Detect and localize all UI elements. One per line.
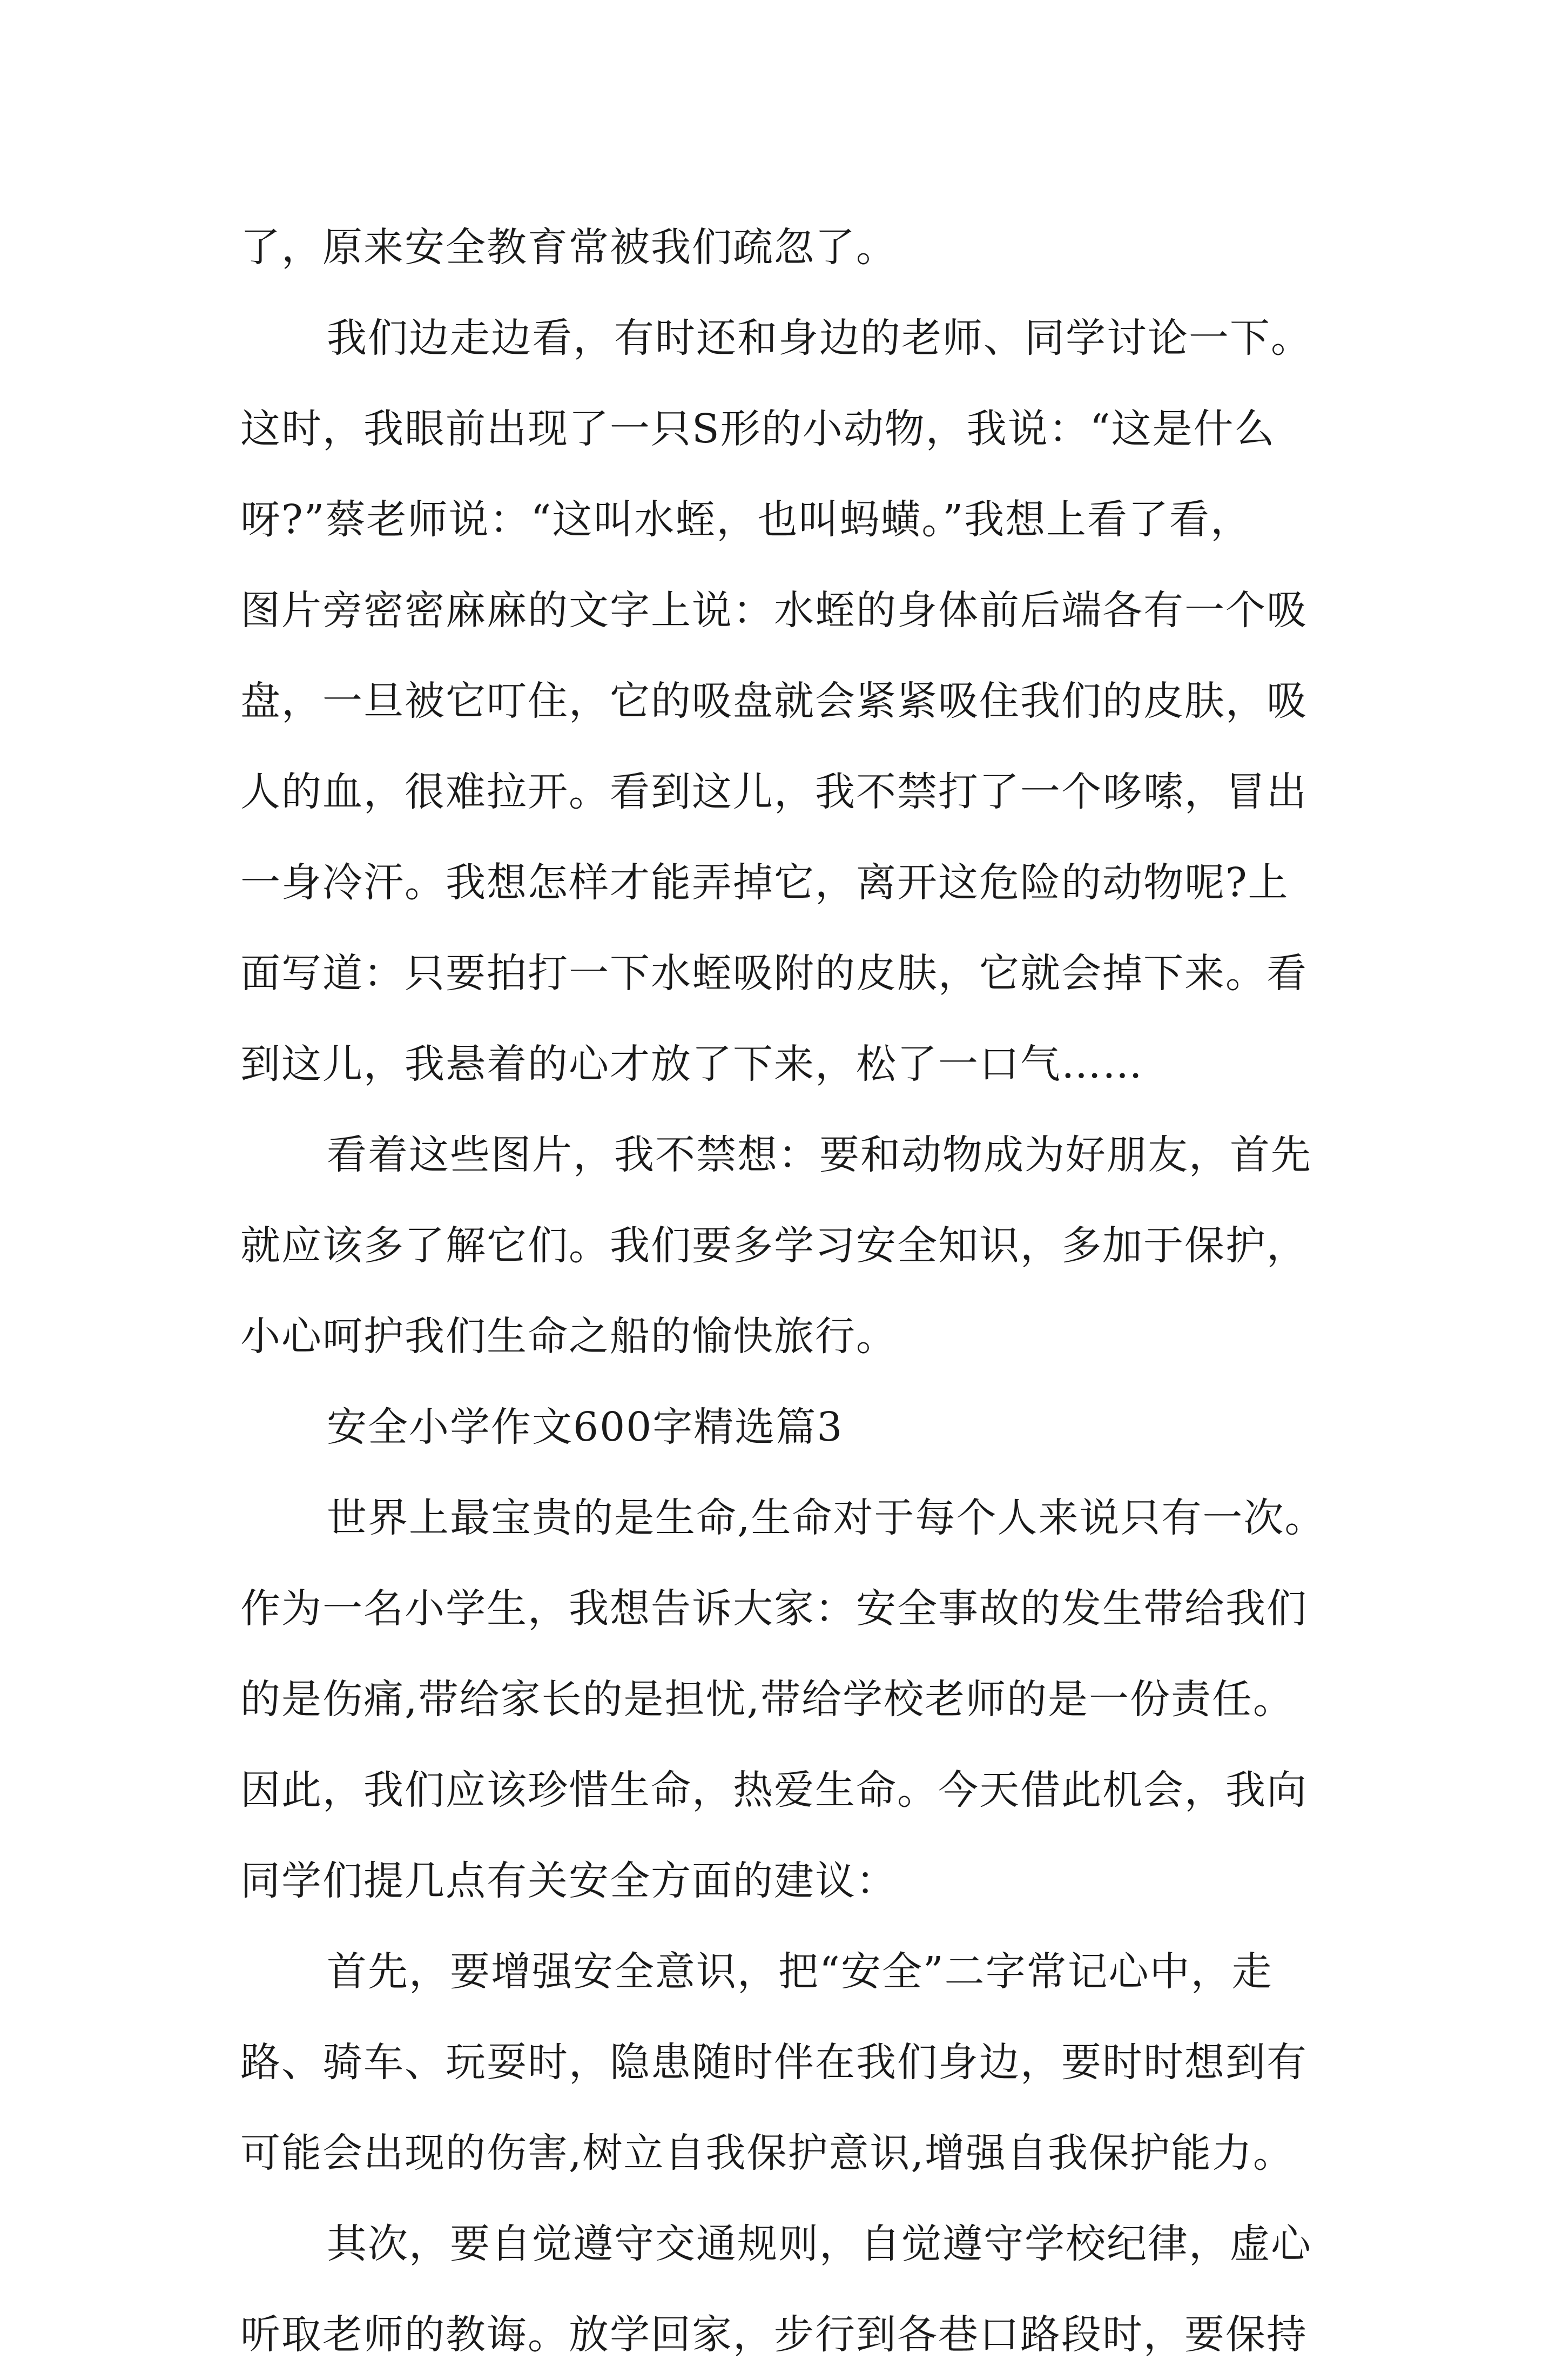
text-line: 人的血，很难拉开。看到这儿，我不禁打了一个哆嗦，冒出: [240, 769, 1308, 815]
text-line: 就应该多了解它们。我们要多学习安全知识，多加于保护，: [240, 1222, 1308, 1269]
text-line: 同学们提几点有关安全方面的建议：: [240, 1858, 897, 1904]
text-line: 面写道：只要拍打一下水蛭吸附的皮肤，它就会掉下来。看: [240, 950, 1308, 997]
text-line: 因此，我们应该珍惜生命，热爱生命。今天借此机会，我向: [240, 1767, 1308, 1813]
text-line: 到这儿，我悬着的心才放了下来，松了一口气……: [240, 1041, 1143, 1087]
text-line: 呀?”蔡老师说：“这叫水蛭，也叫蚂蟥。”我想上看了看，: [240, 496, 1252, 543]
paragraph-start-line: 看着这些图片，我不禁想：要和动物成为好朋友，首先: [327, 1132, 1312, 1178]
paragraph-start-line: 首先，要增强安全意识，把“安全”二字常记心中，走: [327, 1948, 1273, 1995]
paragraph-start-line: 其次，要自觉遵守交通规则，自觉遵守学校纪律，虚心: [327, 2221, 1312, 2267]
section-heading: 安全小学作文600字精选篇3: [327, 1404, 844, 1450]
text-line: 图片旁密密麻麻的文字上说：水蛭的身体前后端各有一个吸: [240, 587, 1308, 634]
text-line: 的是伤痛,带给家长的是担忧,带给学校老师的是一份责任。: [240, 1676, 1295, 1723]
text-line: 这时，我眼前出现了一只S形的小动物，我说：“这是什么: [240, 406, 1276, 452]
text-line: 一身冷汗。我想怎样才能弄掉它，离开这危险的动物呢?上: [240, 859, 1289, 906]
text-line: 作为一名小学生，我想告诉大家：安全事故的发生带给我们: [240, 1585, 1308, 1632]
text-line: 盘，一旦被它叮住，它的吸盘就会紧紧吸住我们的皮肤，吸: [240, 678, 1308, 724]
text-line: 小心呵护我们生命之船的愉快旅行。: [240, 1313, 897, 1360]
body-text: [240, 202, 1348, 2380]
text-line: 听取老师的教诲。放学回家，步行到各巷口路段时，要保持: [240, 2311, 1308, 2358]
text-line: 可能会出现的伤害,树立自我保护意识,增强自我保护能力。: [240, 2130, 1295, 2176]
text-line: 了，原来安全教育常被我们疏忽了。: [240, 224, 897, 271]
text-line: 路、骑车、玩耍时，隐患随时伴在我们身边，要时时想到有: [240, 2039, 1308, 2086]
paragraph-start-line: 世界上最宝贵的是生命,生命对于每个人来说只有一次。: [327, 1495, 1326, 1541]
paragraph-start-line: 我们边走边看，有时还和身边的老师、同学讨论一下。: [327, 315, 1312, 361]
